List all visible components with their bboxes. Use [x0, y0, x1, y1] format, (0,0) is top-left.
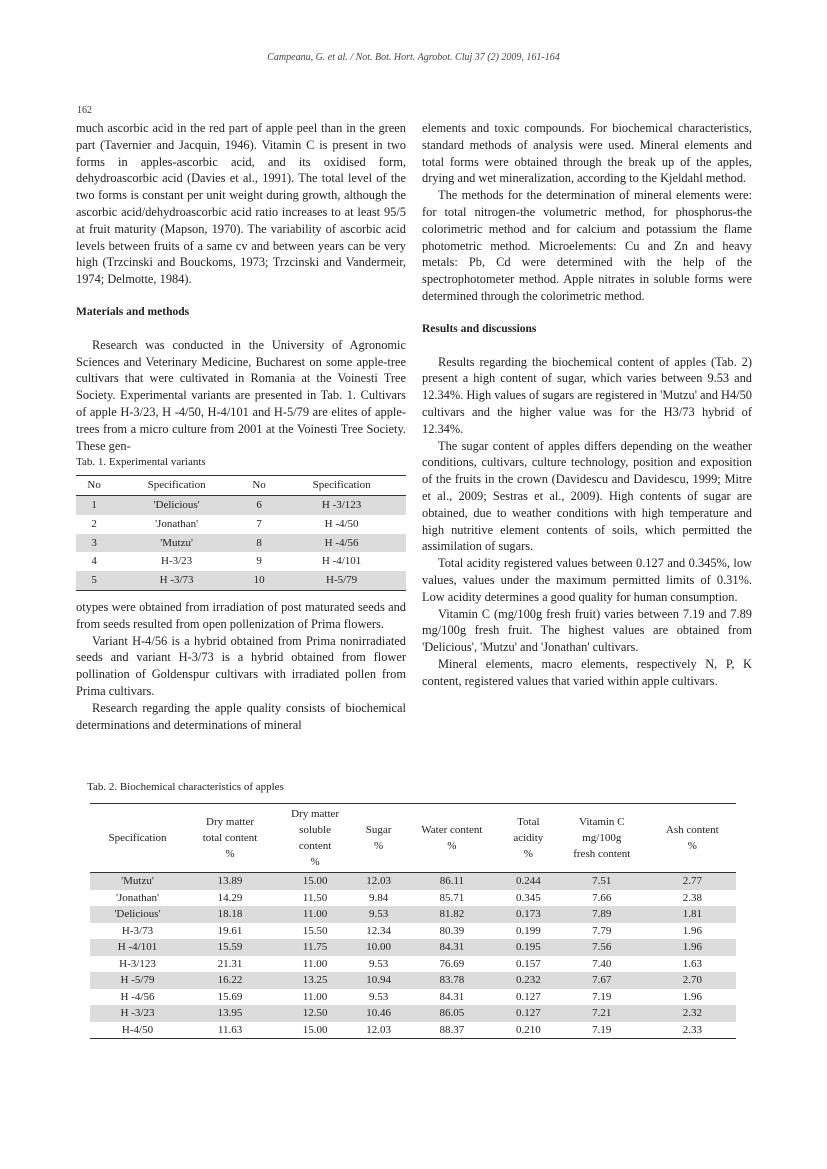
table-row — [90, 972, 736, 989]
table-cell: 3 — [76, 534, 112, 553]
table-cell: 83.78 — [402, 972, 502, 989]
table-cell: H -3/23 — [90, 1005, 185, 1022]
table-cell: 21.31 — [217, 957, 243, 970]
table-cell: 7.79 — [592, 924, 612, 937]
table-cell: 2.32 — [649, 1005, 736, 1022]
methods-paragraph: The methods for the determination of mineral elements were: for total nitrogen-the volumetric method, for phosphorus-the colorimetric method and for calcium and potassium the flame photometric method. Microelements: Cu and Zn and heavy metals: Pb, Cd were determined with the help of the spectrophotometer method. Apple nitrates in soluble forms were determined through the colorimetric method. — [422, 188, 752, 303]
table-cell: 'Jonathan' — [155, 517, 199, 530]
table-cell: 12.03 — [355, 873, 402, 890]
table2-header-cell — [185, 804, 275, 873]
table2-header-cell — [355, 804, 402, 873]
table-cell: 7.66 — [592, 891, 612, 904]
table-cell: 16.22 — [185, 972, 275, 989]
header-line: % — [225, 848, 235, 860]
table-cell: 7.67 — [555, 972, 649, 989]
table-cell: H-3/23 — [161, 555, 193, 568]
table-cell: 15.00 — [275, 873, 355, 890]
table1-header-cell: No — [76, 476, 112, 496]
table-cell: 12.34 — [366, 924, 391, 937]
intro-paragraph: much ascorbic acid in the red part of apple peel than in the green part (Tavernier and Jacquin, 1946). Vitamin C is present in two forms in apples-ascorbic acid, and its oxidised form, dehydroascorbic acid (Davies et al., 1991). The total level of the two forms is constant per unit weight during growth, although the ascorbic acid/dehydroascorbic acid ratio increases to at least 95/5 at fruit maturity (Mapson, 1970). The variability of ascorbic acid levels between fruits of a same cv and between years can be very high (Trzcinski and Bouckoms, 1973; Trzcinski and Vandermeir, 1974; Delmotte, 1984). — [76, 121, 406, 287]
table-row — [90, 1022, 736, 1039]
variant-paragraph: Variant H-4/56 is a hybrid obtained from Prima nonirradiated seeds and variant H-3/73 is a hybrid obtained from flower pollination of Goldenspur cultivars with irradiated pollen from Prima cultivars. — [76, 633, 406, 698]
table-cell: 88.37 — [402, 1022, 502, 1039]
table-cell: 'Delicious' — [112, 495, 241, 514]
table1-header-cell: No — [241, 476, 277, 496]
page-number: 162 — [77, 105, 92, 116]
table-cell: H -3/73 — [112, 571, 241, 590]
table-cell: 4 — [91, 555, 97, 568]
header-line: Dry matter — [206, 816, 254, 828]
results-heading: Results and discussions — [422, 322, 537, 335]
table-row — [76, 552, 406, 571]
table-cell: 13.25 — [275, 972, 355, 989]
table-cell: 14.29 — [217, 891, 243, 904]
header-line: Specification — [108, 832, 167, 844]
table-cell: 0.173 — [502, 906, 555, 923]
table-cell: 1.96 — [682, 990, 702, 1003]
table-row — [76, 571, 406, 590]
header-line: mg/100g — [582, 832, 622, 844]
table-cell: 13.95 — [185, 1005, 275, 1022]
header-line: content — [298, 840, 332, 852]
table1-header-cell: Specification — [277, 476, 406, 496]
table-cell: 15.00 — [275, 1022, 355, 1039]
table-cell: 0.157 — [515, 957, 541, 970]
table-cell: 1.96 — [682, 924, 702, 937]
table-cell: 10.94 — [355, 972, 402, 989]
table2-header-cell — [90, 804, 185, 873]
table2-header-cell — [649, 804, 736, 873]
header-line: % — [687, 840, 697, 852]
table-row — [76, 515, 406, 534]
table-cell: 15.69 — [217, 990, 243, 1003]
table-cell: 84.31 — [439, 990, 465, 1003]
table-cell: 86.05 — [402, 1005, 502, 1022]
table-cell: 12.50 — [275, 1005, 355, 1022]
table-cell: 7.89 — [555, 906, 649, 923]
table-cell: H -4/101 — [90, 939, 185, 956]
table-cell: 2.70 — [649, 972, 736, 989]
table-cell: 6 — [241, 495, 277, 514]
table-cell: 12.03 — [355, 1022, 402, 1039]
header-line: total content — [202, 832, 258, 844]
table-cell: 5 — [76, 571, 112, 590]
table-cell: 0.210 — [502, 1022, 555, 1039]
table-cell: 80.39 — [439, 924, 465, 937]
table-cell: H -3/123 — [277, 495, 406, 514]
header-line: Dry matter — [291, 808, 340, 820]
table1-header-cell: Specification — [112, 476, 241, 496]
table-row — [90, 890, 736, 907]
research-paragraph: Research was conducted in the University of Agronomic Sciences and Veterinary Medicine, Bucharest on some apple-tree cultivars that were cultivated in Romania at the Voinesti Tree Society. Experimental variants are presented in Tab. 1. Cultivars of apple H-3/23, H -4/50, H-4/101 and H-5/79 are elites of apple-trees from a micro culture from 2001 at the Voinesti Tree Society. These gen- — [76, 337, 406, 453]
table-cell: H -4/50 — [324, 517, 359, 530]
table-cell: 7.51 — [555, 873, 649, 890]
elements-paragraph: elements and toxic compounds. For biochemical characteristics, standard methods of analysis were used. Mineral elements and total forms were obtained through the break up of the apples, drying and wet mineralization, according to the Kjeldahl method. — [422, 121, 752, 186]
table-cell: 7.21 — [555, 1005, 649, 1022]
header-line: soluble — [299, 824, 331, 836]
table2-header-cell — [402, 804, 502, 873]
table1-caption: Tab. 1. Experimental variants — [76, 456, 206, 469]
table-row — [90, 956, 736, 973]
table-cell: 0.345 — [515, 891, 541, 904]
table-cell: H -4/56 — [277, 534, 406, 553]
table-cell: 0.199 — [515, 924, 541, 937]
table-cell: 81.82 — [402, 906, 502, 923]
table-row — [76, 534, 406, 553]
table-cell: 9.53 — [355, 906, 402, 923]
table-cell: 15.59 — [185, 939, 275, 956]
table-cell: 9.53 — [368, 990, 389, 1003]
table-cell: 'Jonathan' — [115, 891, 160, 904]
table-cell: H -4/56 — [120, 990, 155, 1003]
table-cell: 0.244 — [502, 873, 555, 890]
table-row — [90, 1005, 736, 1022]
table-cell: 9.84 — [368, 891, 389, 904]
header-line: % — [523, 848, 533, 860]
table-cell: 76.69 — [439, 957, 465, 970]
table-row — [90, 989, 736, 1006]
table-cell: 7.56 — [555, 939, 649, 956]
table-cell: 13.89 — [185, 873, 275, 890]
running-head: Campeanu, G. et al. / Not. Bot. Hort. Agrobot. Cluj 37 (2) 2009, 161-164 — [267, 52, 560, 63]
table2-header-cell — [275, 804, 355, 873]
table-cell: 11.00 — [302, 990, 328, 1003]
table-row — [90, 873, 736, 890]
table-cell: 2.38 — [682, 891, 702, 904]
table-cell: 10.46 — [355, 1005, 402, 1022]
table-cell: 'Mutzu' — [112, 534, 241, 553]
left-column — [76, 120, 406, 733]
table2-header-cell — [555, 804, 649, 873]
table-cell: 11.50 — [302, 891, 328, 904]
table-cell: H-5/79 — [277, 571, 406, 590]
table-cell: H -4/101 — [321, 555, 362, 568]
acidity-paragraph: Total acidity registered values between 0.127 and 0.345%, low values, values under the maximum permitted limits of 0.31%. Low acidity determines a good quality for human consumption. — [422, 556, 752, 604]
header-line: Water content — [421, 824, 483, 836]
table-cell: 10.00 — [355, 939, 402, 956]
table-cell: 8 — [241, 534, 277, 553]
quality-paragraph: Research regarding the apple quality consists of biochemical determinations and determinations of mineral — [76, 700, 406, 732]
table-cell: 9 — [256, 555, 262, 568]
header-line: % — [374, 840, 384, 852]
table-cell: 84.31 — [402, 939, 502, 956]
table-cell: 2 — [91, 517, 97, 530]
table-row — [76, 495, 406, 514]
table-cell: 10 — [241, 571, 277, 590]
table-cell: 1.96 — [649, 939, 736, 956]
table-cell: 15.50 — [302, 924, 328, 937]
table2-header-cell — [502, 804, 555, 873]
table-cell: 0.127 — [502, 1005, 555, 1022]
table-cell: 0.127 — [515, 990, 541, 1003]
table-cell: 'Delicious' — [90, 906, 185, 923]
experimental-variants-table — [76, 475, 406, 591]
table-cell: 7.19 — [555, 1022, 649, 1039]
table-row — [90, 939, 736, 956]
table-cell: H-3/73 — [121, 924, 154, 937]
table-cell: 1.81 — [649, 906, 736, 923]
table-cell: H-3/123 — [119, 957, 156, 970]
table-cell: 0.195 — [502, 939, 555, 956]
table-cell: 7.40 — [592, 957, 612, 970]
table-cell: 85.71 — [439, 891, 465, 904]
sugar-paragraph: The sugar content of apples differs depending on the weather conditions, cultivars, culture technology, position and exposition of the fruits in the crown (Davidescu and Davidescu, 1999; Mitre et al., 2009; Sestras et al., 2009). High contents of sugar are obtained, due to weather conditions with high temperature and high nutritive element contents of soils, which permitted the assimilation of sugars. — [422, 438, 752, 554]
materials-heading: Materials and methods — [76, 305, 190, 318]
table-cell: 18.18 — [185, 906, 275, 923]
table-cell: H-4/50 — [90, 1022, 185, 1039]
table-cell: 9.53 — [368, 957, 389, 970]
table-cell: 7 — [256, 517, 262, 530]
biochemical-characteristics-table — [90, 803, 736, 1039]
table-cell: 11.00 — [275, 906, 355, 923]
table-cell: 2.77 — [649, 873, 736, 890]
table-cell: 86.11 — [402, 873, 502, 890]
header-line: fresh content — [573, 848, 631, 860]
header-line: Total — [517, 816, 540, 828]
table-cell: 'Mutzu' — [90, 873, 185, 890]
header-line: acidity — [513, 832, 544, 844]
table-cell: 19.61 — [217, 924, 243, 937]
table-cell: 11.00 — [302, 957, 328, 970]
header-line: Vitamin C — [579, 816, 625, 828]
vitamin-paragraph: Vitamin C (mg/100g fresh fruit) varies between 7.19 and 7.89 mg/100g fresh fruit. The highest values are obtained from 'Delicious', 'Mutzu' and 'Jonathan' cultivars. — [422, 606, 752, 655]
table-cell: 2.33 — [649, 1022, 736, 1039]
header-line: % — [310, 856, 320, 868]
table-cell: 1 — [76, 495, 112, 514]
table-cell: 7.19 — [592, 990, 612, 1003]
table-row — [90, 906, 736, 923]
results-paragraph: Results regarding the biochemical content of apples (Tab. 2) present a high content of sugar, which varies between 9.53 and 12.34%. High values of sugars are registered in 'Mutzu' and H4/50 cultivars and the higher value was for the H3/73 hybrid of 12.34%. — [422, 354, 752, 436]
table-cell: 0.232 — [502, 972, 555, 989]
header-line: Ash content — [665, 824, 719, 836]
mineral-paragraph: Mineral elements, macro elements, respectively N, P, K content, registered values that varied within apple cultivars. — [422, 656, 752, 688]
genotypes-paragraph: otypes were obtained from irradiation of post maturated seeds and from seeds resulted from open pollenization of Prima flowers. — [76, 599, 406, 631]
table-cell: 1.63 — [682, 957, 702, 970]
table-cell: 11.75 — [275, 939, 355, 956]
table2-caption: Tab. 2. Biochemical characteristics of apples — [87, 781, 284, 793]
table-row — [90, 923, 736, 940]
header-line: Sugar — [365, 824, 392, 836]
header-line: % — [447, 840, 457, 852]
table-cell: 11.63 — [185, 1022, 275, 1039]
right-column — [422, 120, 752, 690]
table-cell: H -5/79 — [90, 972, 185, 989]
